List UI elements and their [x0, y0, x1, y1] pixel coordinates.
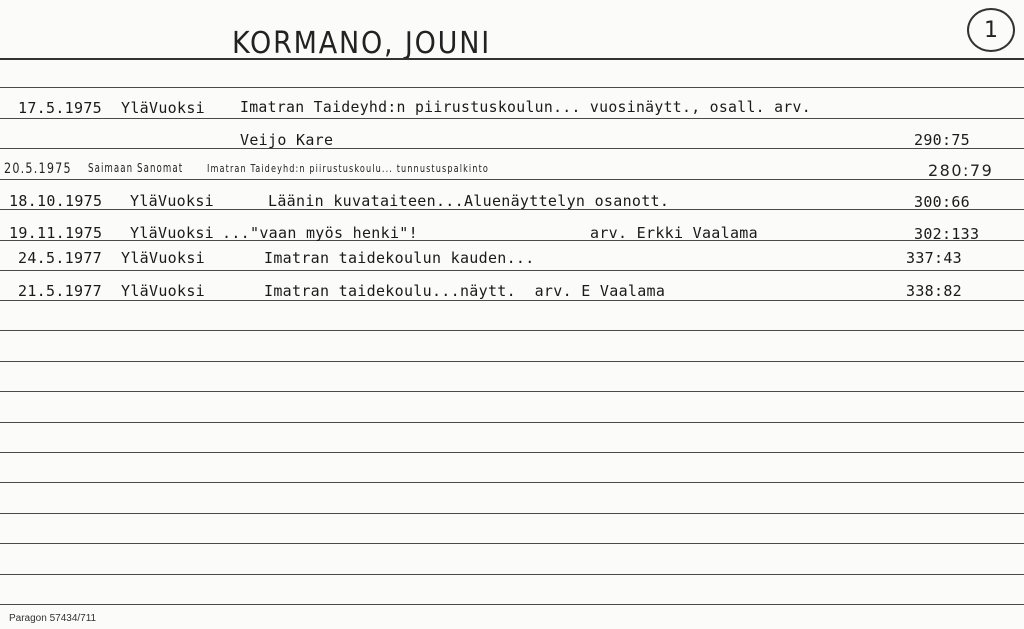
- ruled-line: [0, 543, 1024, 544]
- entry-date: 18.10.1975: [9, 192, 103, 210]
- card-number-circle: [967, 8, 1015, 52]
- entry-ref: 338:82: [906, 282, 962, 300]
- entry-ref: 290:75: [914, 131, 970, 149]
- entry-source: YläVuoksi: [121, 282, 205, 300]
- ruled-line: [0, 482, 1024, 483]
- header-rule: [0, 58, 1024, 60]
- entry-text-secondary: arv. Erkki Vaalama: [590, 224, 758, 242]
- entry-text: Läänin kuvataiteen...Aluenäyttelyn osanott.: [268, 192, 670, 210]
- entry-text: ..."vaan myös henki"!: [222, 224, 418, 242]
- entry-text: Imatran Taideyhd:n piirustuskoulun... vuosinäytt., osall. arv.: [240, 99, 811, 116]
- entry-source: YläVuoksi: [121, 249, 205, 267]
- entry-date: 24.5.1977: [18, 249, 102, 267]
- entry-ref: 300:66: [914, 193, 970, 211]
- card-footer: Paragon 57434/711: [9, 613, 97, 624]
- card-number: 1: [984, 17, 998, 43]
- entry-text: Imatran taidekoulun kauden...: [264, 249, 535, 267]
- card-title-handwritten: KORMANO, JOUNI: [232, 26, 491, 61]
- ruled-line: [0, 361, 1024, 362]
- entry-date: 19.11.1975: [9, 224, 103, 242]
- ruled-line: [0, 574, 1024, 575]
- entry-text: Veijo Kare: [240, 131, 334, 149]
- ruled-line: [0, 300, 1024, 301]
- ruled-line: [0, 513, 1024, 514]
- ruled-line: [0, 604, 1024, 605]
- entry-source: YläVuoksi: [121, 99, 205, 117]
- ruled-line: [0, 391, 1024, 392]
- entry-date: 17.5.1975: [18, 99, 102, 117]
- entry-ref: 302:133: [914, 225, 980, 243]
- entry-source: YläVuoksi: [130, 192, 214, 210]
- ruled-line: [0, 179, 1024, 180]
- entry-ref: 337:43: [906, 249, 962, 267]
- entry-source: YläVuoksi: [130, 224, 214, 242]
- entry-text: Imatran taidekoulu...näytt. arv. E Vaalama: [264, 282, 666, 300]
- entry-date-handwritten: 20.5.1975: [4, 161, 72, 177]
- ruled-line: [0, 148, 1024, 149]
- ruled-line: [0, 330, 1024, 331]
- ruled-line: [0, 87, 1024, 88]
- ruled-line: [0, 270, 1024, 271]
- entry-text-handwritten: Imatran Taideyhd:n piirustuskoulu... tunnustuspalkinto: [207, 162, 489, 175]
- ruled-line: [0, 422, 1024, 423]
- entry-source-handwritten: Saimaan Sanomat: [88, 161, 184, 175]
- ruled-line: [0, 452, 1024, 453]
- ruled-line: [0, 118, 1024, 119]
- entry-date: 21.5.1977: [18, 282, 102, 300]
- entry-ref-handwritten: 280:79: [928, 161, 994, 180]
